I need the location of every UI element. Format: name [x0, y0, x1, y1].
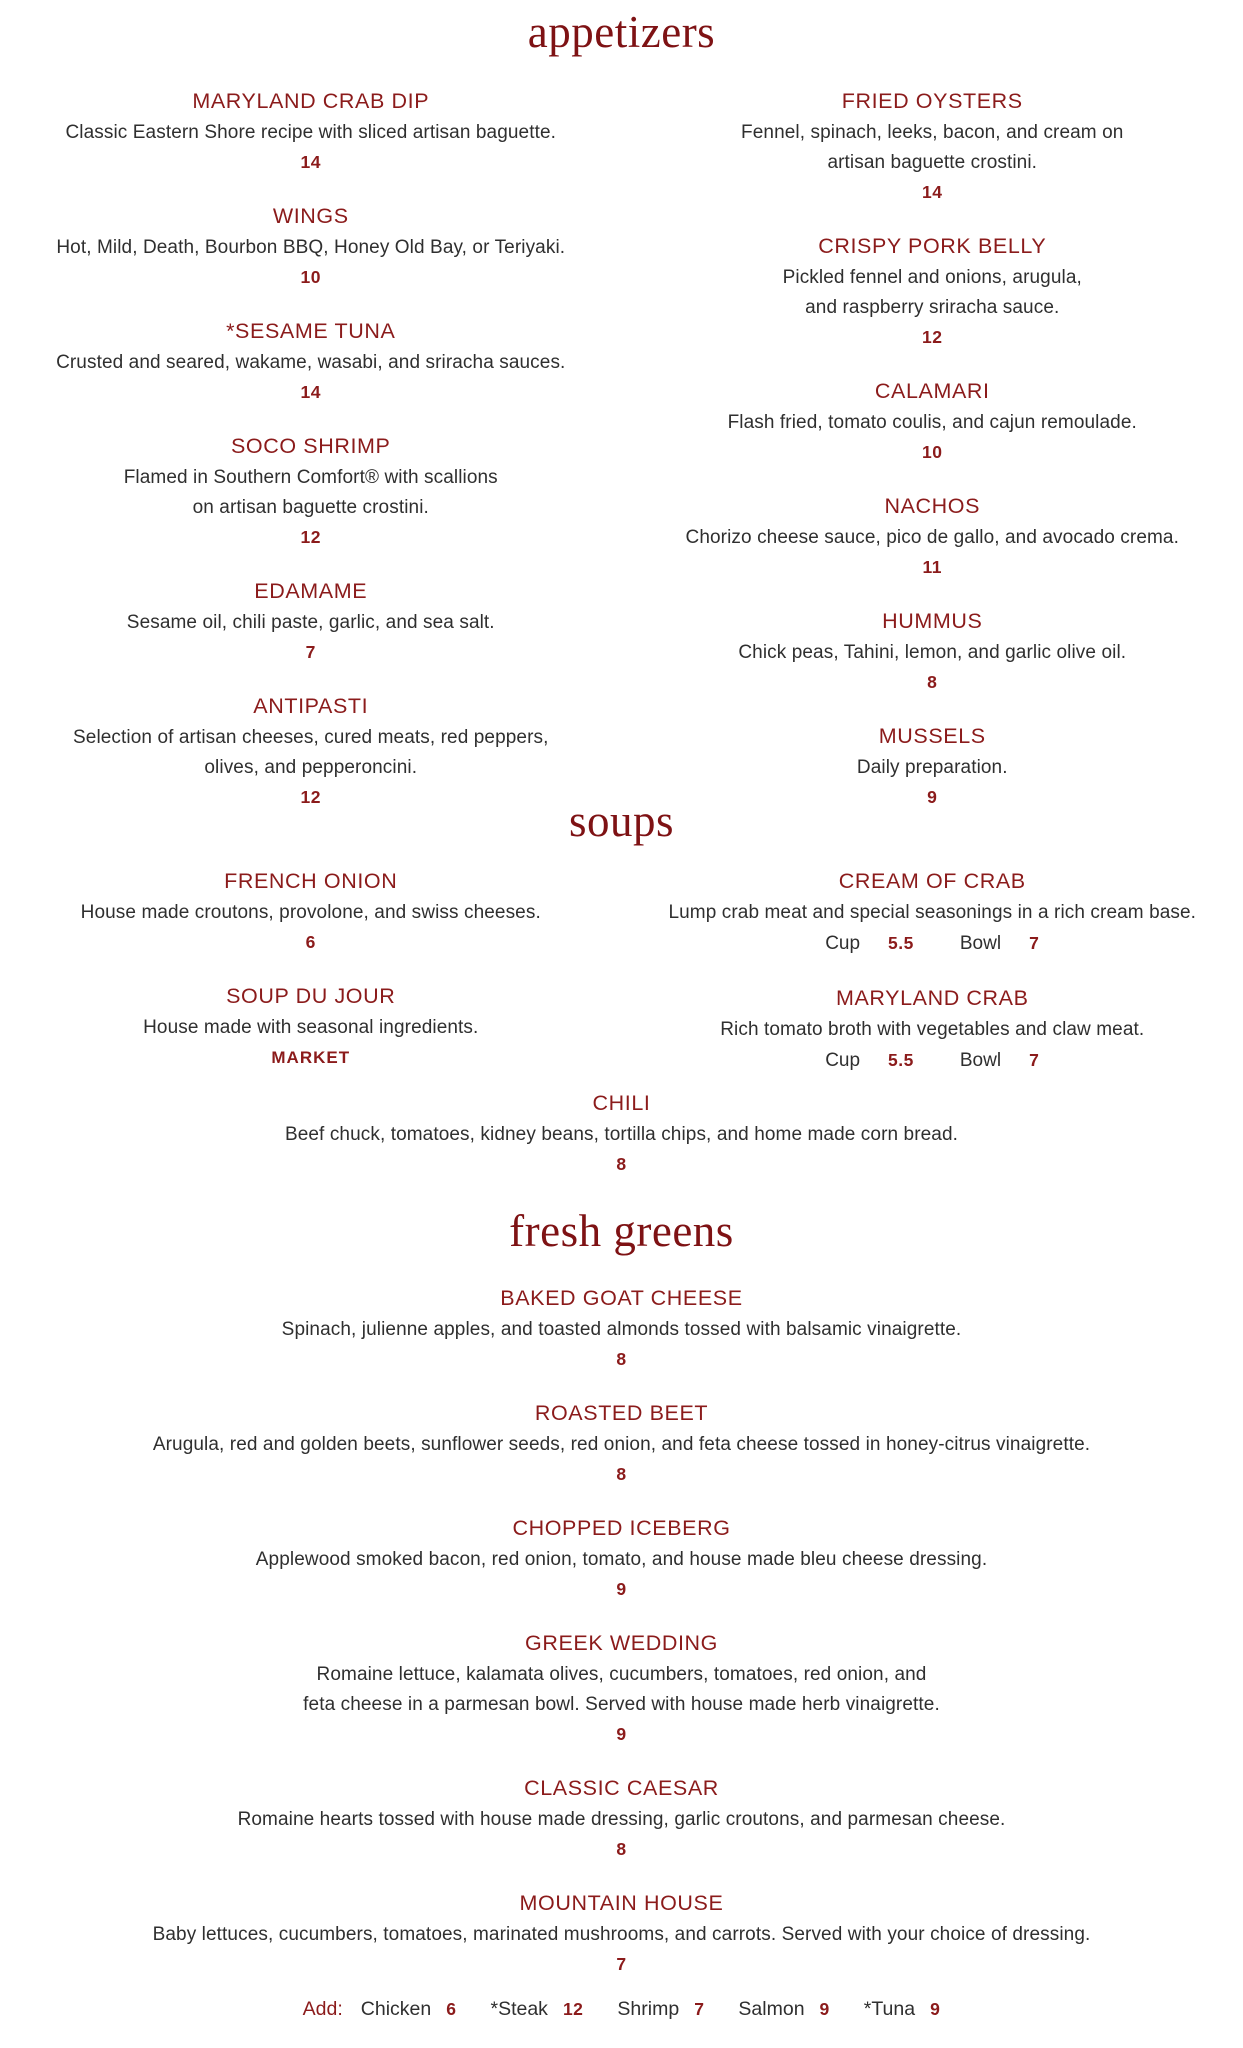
- addon-tuna: [864, 1998, 941, 2021]
- description-line: Romaine lettuce, kalamata olives, cucumbers, tomatoes, red onion, and: [316, 1664, 927, 1685]
- description-line: Crusted and seared, wakame, wasabi, and sriracha sauces.: [56, 352, 566, 373]
- price-size-value: 7: [1029, 1050, 1040, 1070]
- menu-sections: [0, 7, 1243, 1978]
- item-name: WINGS: [272, 204, 349, 228]
- item-description: [0, 1120, 1243, 1150]
- menu-item-roasted-beet: [0, 1401, 1243, 1488]
- menu-item-crispy-pork-belly: [622, 234, 1243, 351]
- menu-item-mussels: [622, 724, 1243, 811]
- appetizers-column-right: [622, 89, 1243, 811]
- menu-item-edamame: [0, 579, 622, 666]
- menu-item-chili: [0, 1091, 1243, 1178]
- description-line: Rich tomato broth with vegetables and claw meat.: [720, 1019, 1145, 1040]
- item-description: [0, 723, 622, 783]
- item-description: [0, 463, 622, 523]
- section-title-appetizers: appetizers: [527, 7, 716, 57]
- item-name: ANTIPASTI: [253, 694, 369, 718]
- item-name: MARYLAND CRAB DIP: [192, 89, 430, 113]
- item-name: HUMMUS: [882, 609, 983, 633]
- price-size-value: 7: [1029, 933, 1040, 953]
- item-description: [0, 348, 622, 378]
- item-description: [0, 1315, 1243, 1345]
- item-name: FRENCH ONION: [224, 869, 398, 893]
- description-line: on artisan baguette crostini.: [192, 497, 429, 518]
- appetizers-column-left: [0, 89, 622, 811]
- item-name: CRISPY PORK BELLY: [818, 234, 1047, 258]
- menu-item-maryland-crab: [622, 986, 1243, 1075]
- item-name: FRIED OYSTERS: [841, 89, 1023, 113]
- item-description: [622, 118, 1243, 178]
- description-line: olives, and pepperoncini.: [204, 757, 418, 778]
- addon-price: 6: [446, 1999, 457, 2019]
- menu-item-chopped-iceberg: [0, 1516, 1243, 1603]
- menu-item-sesame-tuna: [0, 319, 622, 406]
- item-price: 12: [300, 527, 321, 547]
- description-line: Fennel, spinach, leeks, bacon, and cream on: [741, 122, 1124, 143]
- description-line: Daily preparation.: [856, 757, 1008, 778]
- menu-item-cream-of-crab: [622, 869, 1243, 958]
- item-description: [0, 1545, 1243, 1575]
- menu-item-maryland-crab-dip: [0, 89, 622, 176]
- item-description: [0, 233, 622, 263]
- item-price: MARKET: [271, 1048, 351, 1067]
- item-price: 10: [300, 267, 321, 287]
- item-name: CHILI: [592, 1091, 651, 1115]
- item-description: [622, 408, 1243, 438]
- item-price: 8: [616, 1839, 627, 1859]
- price-size-bowl: [960, 929, 1039, 958]
- item-description: [622, 898, 1243, 928]
- item-description: [622, 753, 1243, 783]
- soups-column-left: [0, 869, 622, 1075]
- item-name: GREEK WEDDING: [525, 1631, 718, 1655]
- price-size-label: Bowl: [959, 1050, 1002, 1071]
- description-line: Chorizo cheese sauce, pico de gallo, and avocado crema.: [685, 527, 1179, 548]
- item-price: 7: [305, 642, 316, 662]
- item-price: 11: [922, 557, 942, 577]
- price-size-label: Bowl: [959, 933, 1002, 954]
- menu-item-nachos: [622, 494, 1243, 581]
- description-line: Lump crab meat and special seasonings in a rich cream base.: [668, 902, 1197, 923]
- item-name: CLASSIC CAESAR: [524, 1776, 719, 1800]
- description-line: Baby lettuces, cucumbers, tomatoes, marinated mushrooms, and carrots. Served with your choice of dressing.: [152, 1924, 1091, 1945]
- menu-item-soup-du-jour: [0, 984, 622, 1071]
- addon-name: *Steak: [490, 1998, 548, 2020]
- price-size-bowl: [960, 1046, 1039, 1075]
- description-line: Hot, Mild, Death, Bourbon BBQ, Honey Old Bay, or Teriyaki.: [56, 237, 566, 258]
- item-name: EDAMAME: [254, 579, 368, 603]
- price-size-value: 5.5: [888, 1050, 914, 1070]
- description-line: Arugula, red and golden beets, sunflower seeds, red onion, and feta cheese tossed in honey-citrus vinaigrette.: [152, 1434, 1091, 1455]
- addon-name: *Tuna: [863, 1998, 916, 2020]
- description-line: Romaine hearts tossed with house made dressing, garlic croutons, and parmesan cheese.: [237, 1809, 1006, 1830]
- addon-shrimp: [617, 1998, 704, 2021]
- item-price: 14: [922, 182, 943, 202]
- item-name: ROASTED BEET: [534, 1401, 709, 1425]
- item-price: 9: [616, 1724, 627, 1744]
- item-price: 8: [616, 1349, 627, 1369]
- item-description: [622, 263, 1243, 323]
- addon-chicken: [361, 1998, 457, 2021]
- description-line: Chick peas, Tahini, lemon, and garlic olive oil.: [738, 642, 1127, 663]
- description-line: Flash fried, tomato coulis, and cajun remoulade.: [727, 412, 1137, 433]
- menu-item-mountain-house: [0, 1891, 1243, 1978]
- item-name: CREAM OF CRAB: [838, 869, 1026, 893]
- addon-name: Salmon: [738, 1998, 805, 2020]
- item-description: [0, 118, 622, 148]
- addon-price: 9: [819, 1999, 830, 2019]
- item-price: 14: [300, 152, 321, 172]
- item-price: 12: [922, 327, 943, 347]
- description-line: Applewood smoked bacon, red onion, tomato, and house made bleu cheese dressing.: [255, 1549, 988, 1570]
- menu-item-hummus: [622, 609, 1243, 696]
- item-name: MOUNTAIN HOUSE: [519, 1891, 724, 1915]
- description-line: Pickled fennel and onions, arugula,: [782, 267, 1082, 288]
- soups-column-right: [622, 869, 1243, 1075]
- menu-item-antipasti: [0, 694, 622, 811]
- description-line: Sesame oil, chili paste, garlic, and sea salt.: [126, 612, 495, 633]
- description-line: Selection of artisan cheeses, cured meats, red peppers,: [73, 727, 549, 748]
- addon-name: Shrimp: [617, 1998, 680, 2020]
- addon-salmon: [738, 1998, 829, 2021]
- menu-item-baked-goat-cheese: [0, 1286, 1243, 1373]
- section-title-fresh-greens: fresh greens: [509, 1206, 734, 1256]
- description-line: House made with seasonal ingredients.: [143, 1017, 479, 1038]
- item-price: 8: [616, 1154, 627, 1174]
- item-name: NACHOS: [884, 494, 981, 518]
- item-description: [0, 608, 622, 638]
- description-line: Spinach, julienne apples, and toasted almonds tossed with balsamic vinaigrette.: [281, 1319, 962, 1340]
- item-description: [0, 1920, 1243, 1950]
- description-line: Classic Eastern Shore recipe with sliced artisan baguette.: [65, 122, 557, 143]
- item-price: 12: [300, 787, 321, 807]
- item-price: 10: [922, 442, 943, 462]
- item-name: *SESAME TUNA: [226, 319, 396, 343]
- item-description: [0, 1430, 1243, 1460]
- price-size-label: Cup: [825, 1050, 861, 1071]
- add-ons-row: [0, 1998, 1243, 2021]
- price-sizes: [622, 929, 1243, 958]
- price-sizes: [622, 1046, 1243, 1075]
- add-label: Add:: [302, 1998, 343, 2020]
- menu-item-fried-oysters: [622, 89, 1243, 206]
- price-size-cup: [825, 1046, 914, 1075]
- item-price: 14: [300, 382, 321, 402]
- menu-item-classic-caesar: [0, 1776, 1243, 1863]
- menu-item-soco-shrimp: [0, 434, 622, 551]
- item-description: [622, 638, 1243, 668]
- item-price: 7: [616, 1954, 627, 1974]
- item-name: SOUP DU JOUR: [226, 984, 396, 1008]
- item-description: [0, 1805, 1243, 1835]
- item-description: [622, 523, 1243, 553]
- item-price: 9: [927, 787, 938, 807]
- price-size-cup: [825, 929, 914, 958]
- item-name: BAKED GOAT CHEESE: [500, 1286, 743, 1310]
- item-price: 6: [305, 932, 316, 952]
- description-line: House made croutons, provolone, and swiss cheeses.: [80, 902, 541, 923]
- menu-item-calamari: [622, 379, 1243, 466]
- addon-name: Chicken: [360, 1998, 432, 2020]
- description-line: artisan baguette crostini.: [827, 152, 1038, 173]
- item-price: 9: [616, 1579, 627, 1599]
- item-price: 8: [616, 1464, 627, 1484]
- addon-steak: [490, 1998, 583, 2021]
- item-name: MARYLAND CRAB: [835, 986, 1029, 1010]
- item-name: MUSSELS: [878, 724, 986, 748]
- menu-item-wings: [0, 204, 622, 291]
- section-appetizers-columns: [0, 89, 1243, 811]
- description-line: Flamed in Southern Comfort® with scallions: [123, 467, 498, 488]
- section-soups-columns: [0, 869, 1243, 1075]
- item-name: CALAMARI: [874, 379, 990, 403]
- item-description: [622, 1015, 1243, 1045]
- item-description: [0, 1013, 622, 1043]
- addon-price: 9: [930, 1999, 941, 2019]
- item-description: [0, 1660, 1243, 1720]
- item-name: SOCO SHRIMP: [230, 434, 391, 458]
- description-line: Beef chuck, tomatoes, kidney beans, tortilla chips, and home made corn bread.: [284, 1124, 959, 1145]
- item-name: CHOPPED ICEBERG: [512, 1516, 731, 1540]
- section-title-soups: soups: [568, 796, 675, 846]
- addon-price: 7: [694, 1999, 705, 2019]
- price-size-value: 5.5: [888, 933, 914, 953]
- item-description: [0, 898, 622, 928]
- menu-item-french-onion: [0, 869, 622, 956]
- item-price: 8: [927, 672, 938, 692]
- menu-item-greek-wedding: [0, 1631, 1243, 1748]
- addon-price: 12: [562, 1999, 584, 2019]
- description-line: feta cheese in a parmesan bowl. Served with house made herb vinaigrette.: [303, 1694, 940, 1715]
- description-line: and raspberry sriracha sauce.: [805, 297, 1060, 318]
- price-size-label: Cup: [825, 933, 861, 954]
